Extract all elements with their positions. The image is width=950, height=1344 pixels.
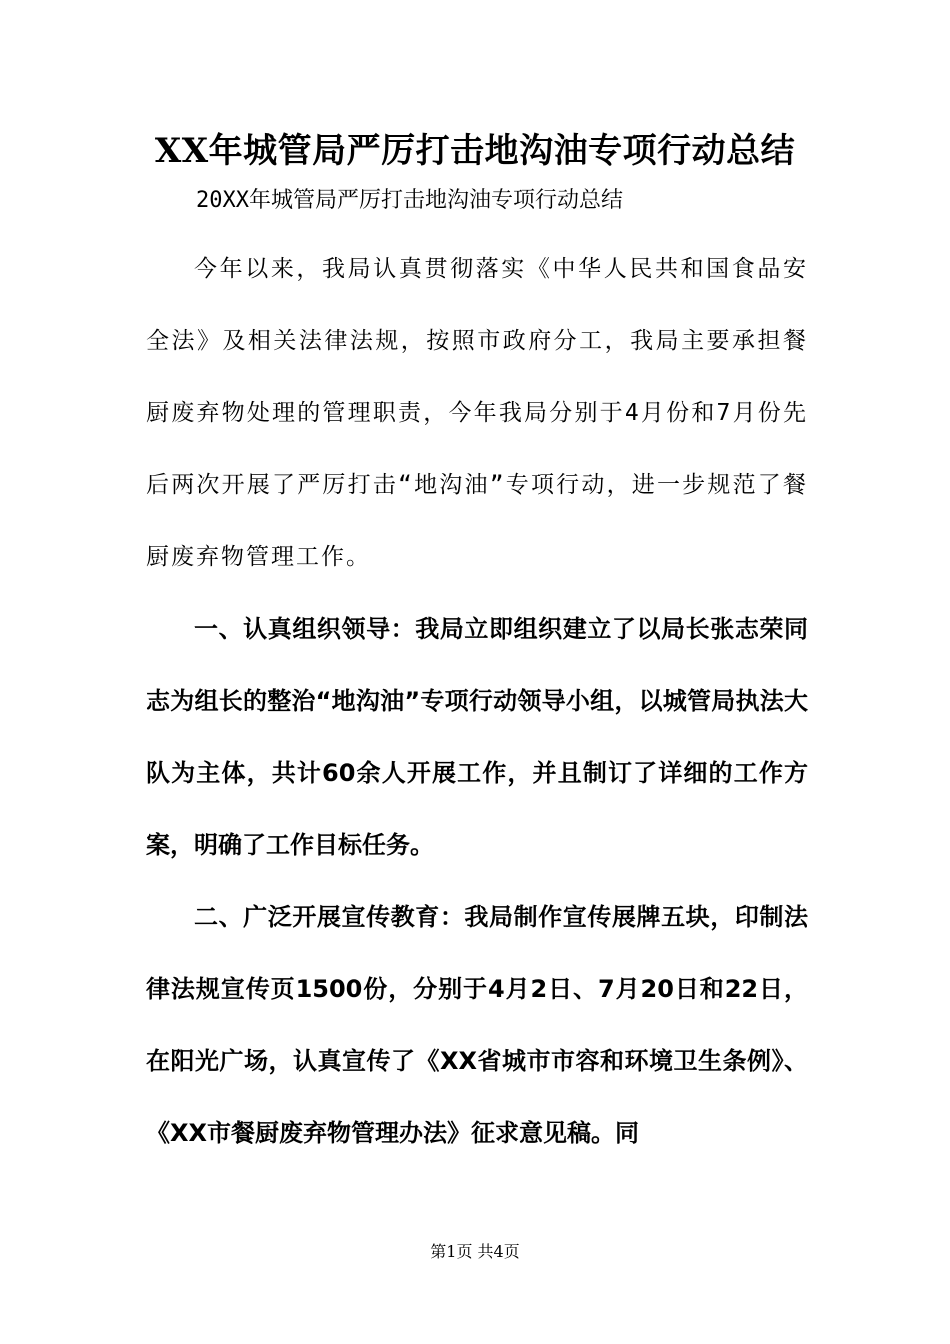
document-title: XX年城管局严厉打击地沟油专项行动总结 <box>154 131 796 171</box>
paragraph-intro: 今年以来，我局认真贯彻落实《中华人民共和国食品安全法》及相关法律法规，按照市政府分工，我局主要承担餐厨废弃物处理的管理职责，今年我局分别于4月份和7月份先后两次开展了严厉打击“地沟油”专项行动，进一步规范了餐厨废弃物管理工作。 <box>146 256 808 570</box>
page-footer: 第1页 共4页 <box>430 1242 520 1261</box>
paragraph-section-two: 二、广泛开展宣传教育：我局制作宣传展牌五块，印制法律法规宣传页1500份，分别于4月2日、7月20日和22日，在阳光广场，认真宣传了《XX省城市市容和环境卫生条例》、《XX市餐厨废弃物管理办法》征求意见稿。同 <box>146 903 808 1147</box>
document-subtitle: 20XX年城管局严厉打击地沟油专项行动总结 <box>196 188 623 213</box>
paragraph-section-one: 一、认真组织领导：我局立即组织建立了以局长张志荣同志为组长的整治“地沟油”专项行动领导小组，以城管局执法大队为主体，共计60余人开展工作，并且制订了详细的工作方案，明确了工作目标任务。 <box>146 615 808 859</box>
